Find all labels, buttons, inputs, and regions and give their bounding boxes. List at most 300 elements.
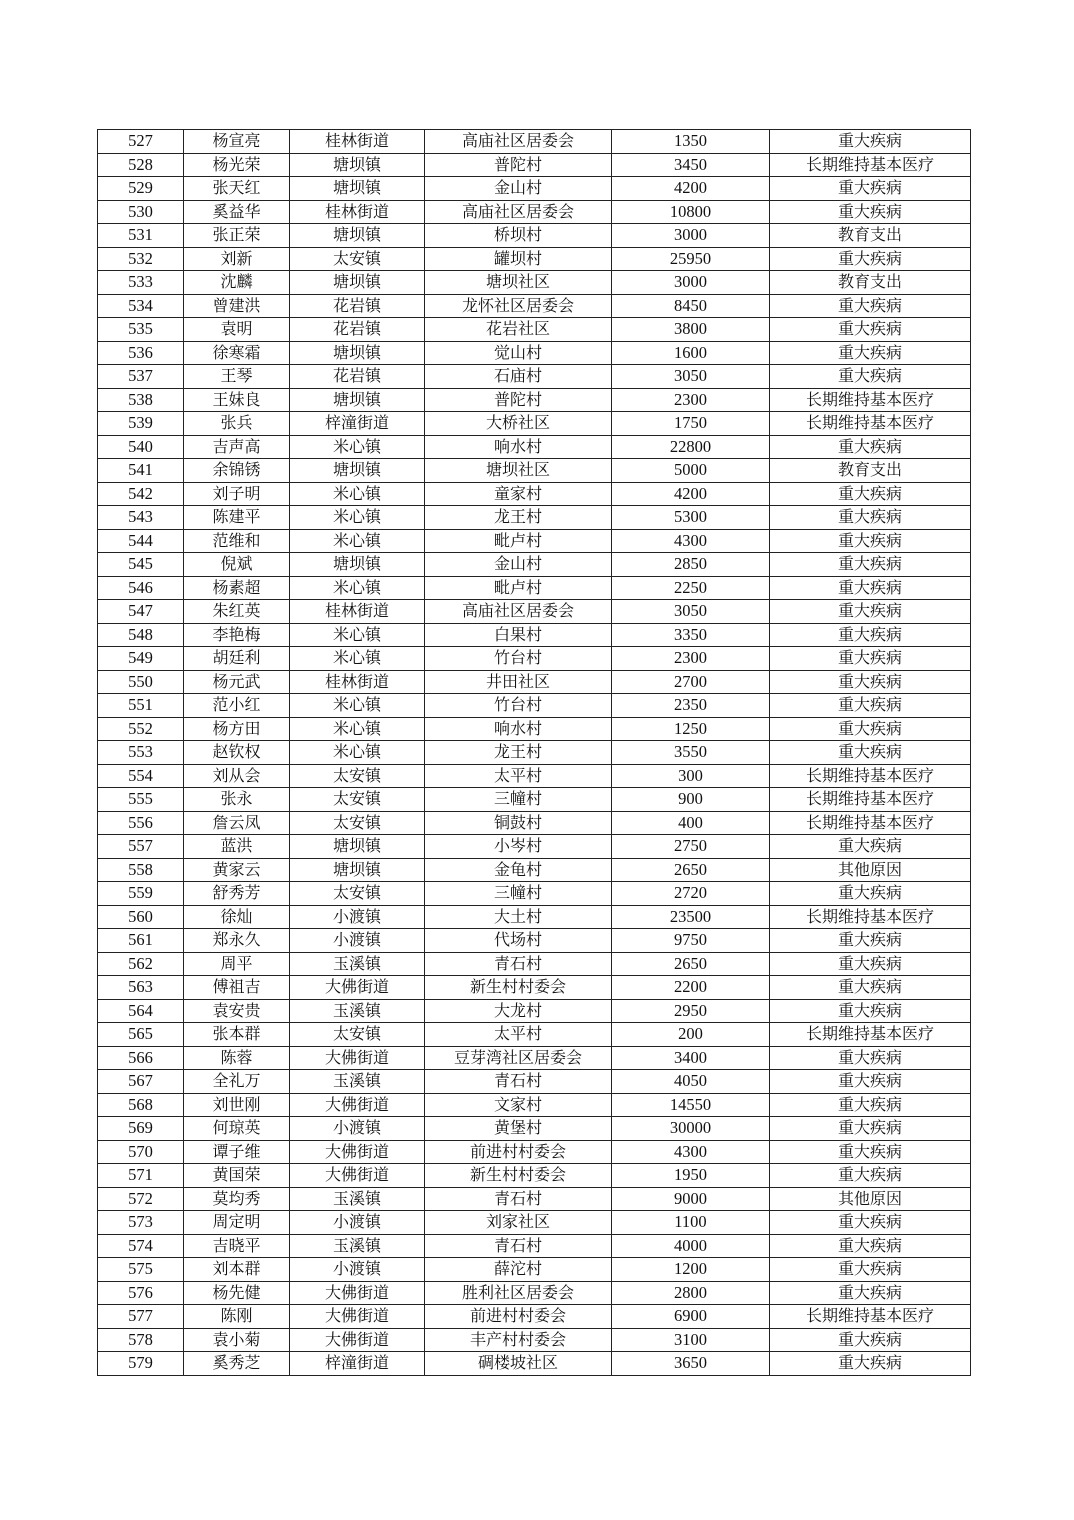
reason-cell: 重大疾病 [770,294,971,318]
row-number-cell: 577 [98,1305,184,1329]
village-cell: 白果村 [425,623,612,647]
township-cell: 太安镇 [290,788,425,812]
table-row [98,576,971,600]
reason-cell: 重大疾病 [770,1328,971,1352]
name-cell: 奚益华 [184,200,290,224]
amount-cell: 4050 [612,1070,770,1094]
village-cell: 前进村村委会 [425,1140,612,1164]
table-row [98,835,971,859]
table-row [98,1070,971,1094]
township-cell: 大佛街道 [290,1140,425,1164]
township-cell: 玉溪镇 [290,952,425,976]
township-cell: 玉溪镇 [290,1187,425,1211]
reason-cell: 重大疾病 [770,999,971,1023]
table-row [98,506,971,530]
name-cell: 黄国荣 [184,1164,290,1188]
village-cell: 竹台村 [425,647,612,671]
amount-cell: 4200 [612,482,770,506]
table-row [98,1164,971,1188]
village-cell: 大龙村 [425,999,612,1023]
name-cell: 赵钦权 [184,741,290,765]
name-cell: 杨素超 [184,576,290,600]
table-row [98,999,971,1023]
reason-cell: 重大疾病 [770,835,971,859]
amount-cell: 200 [612,1023,770,1047]
amount-cell: 25950 [612,247,770,271]
amount-cell: 14550 [612,1093,770,1117]
reason-cell: 长期维持基本医疗 [770,788,971,812]
row-number-cell: 527 [98,130,184,154]
township-cell: 大佛街道 [290,1046,425,1070]
amount-cell: 300 [612,764,770,788]
row-number-cell: 558 [98,858,184,882]
row-number-cell: 548 [98,623,184,647]
village-cell: 新生村村委会 [425,976,612,1000]
reason-cell: 其他原因 [770,1187,971,1211]
row-number-cell: 539 [98,412,184,436]
row-number-cell: 529 [98,177,184,201]
village-cell: 青石村 [425,1187,612,1211]
name-cell: 刘新 [184,247,290,271]
village-cell: 童家村 [425,482,612,506]
name-cell: 沈麟 [184,271,290,295]
reason-cell: 重大疾病 [770,200,971,224]
township-cell: 塘坝镇 [290,271,425,295]
township-cell: 大佛街道 [290,1305,425,1329]
name-cell: 杨方田 [184,717,290,741]
table-row [98,529,971,553]
amount-cell: 3450 [612,153,770,177]
table-row [98,1258,971,1282]
name-cell: 刘世刚 [184,1093,290,1117]
amount-cell: 3650 [612,1352,770,1376]
village-cell: 龙王村 [425,741,612,765]
reason-cell: 重大疾病 [770,318,971,342]
table-row [98,929,971,953]
name-cell: 周平 [184,952,290,976]
village-cell: 青石村 [425,1070,612,1094]
township-cell: 塘坝镇 [290,835,425,859]
township-cell: 小渡镇 [290,1211,425,1235]
table-row [98,647,971,671]
table-row [98,341,971,365]
row-number-cell: 530 [98,200,184,224]
row-number-cell: 566 [98,1046,184,1070]
township-cell: 花岩镇 [290,365,425,389]
township-cell: 米心镇 [290,506,425,530]
village-cell: 响水村 [425,435,612,459]
name-cell: 陈刚 [184,1305,290,1329]
name-cell: 刘子明 [184,482,290,506]
table-row [98,858,971,882]
table-row [98,271,971,295]
table-row [98,1093,971,1117]
row-number-cell: 534 [98,294,184,318]
table-row [98,412,971,436]
village-cell: 毗卢村 [425,529,612,553]
township-cell: 塘坝镇 [290,553,425,577]
reason-cell: 长期维持基本医疗 [770,905,971,929]
name-cell: 张正荣 [184,224,290,248]
village-cell: 前进村村委会 [425,1305,612,1329]
row-number-cell: 543 [98,506,184,530]
reason-cell: 重大疾病 [770,506,971,530]
data-table-container [97,129,970,1376]
amount-cell: 1250 [612,717,770,741]
table-row [98,1352,971,1376]
village-cell: 金山村 [425,177,612,201]
township-cell: 大佛街道 [290,1093,425,1117]
name-cell: 范维和 [184,529,290,553]
township-cell: 玉溪镇 [290,1070,425,1094]
reason-cell: 重大疾病 [770,976,971,1000]
table-row [98,365,971,389]
name-cell: 杨先健 [184,1281,290,1305]
village-cell: 铜鼓村 [425,811,612,835]
amount-cell: 2800 [612,1281,770,1305]
amount-cell: 2720 [612,882,770,906]
name-cell: 袁安贵 [184,999,290,1023]
village-cell: 竹台村 [425,694,612,718]
township-cell: 米心镇 [290,435,425,459]
village-cell: 三幢村 [425,882,612,906]
village-cell: 三幢村 [425,788,612,812]
name-cell: 杨光荣 [184,153,290,177]
village-cell: 大土村 [425,905,612,929]
village-cell: 豆芽湾社区居委会 [425,1046,612,1070]
name-cell: 胡廷利 [184,647,290,671]
table-row [98,976,971,1000]
reason-cell: 重大疾病 [770,1164,971,1188]
row-number-cell: 535 [98,318,184,342]
table-row [98,482,971,506]
row-number-cell: 528 [98,153,184,177]
table-row [98,905,971,929]
township-cell: 梓潼街道 [290,1352,425,1376]
amount-cell: 4300 [612,529,770,553]
village-cell: 代场村 [425,929,612,953]
amount-cell: 1600 [612,341,770,365]
reason-cell: 重大疾病 [770,341,971,365]
reason-cell: 重大疾病 [770,529,971,553]
township-cell: 小渡镇 [290,905,425,929]
village-cell: 胜利社区居委会 [425,1281,612,1305]
row-number-cell: 569 [98,1117,184,1141]
township-cell: 小渡镇 [290,1117,425,1141]
reason-cell: 重大疾病 [770,670,971,694]
township-cell: 米心镇 [290,647,425,671]
name-cell: 陈蓉 [184,1046,290,1070]
amount-cell: 9000 [612,1187,770,1211]
village-cell: 丰产村村委会 [425,1328,612,1352]
amount-cell: 1100 [612,1211,770,1235]
row-number-cell: 571 [98,1164,184,1188]
village-cell: 新生村村委会 [425,1164,612,1188]
village-cell: 金山村 [425,553,612,577]
table-row [98,600,971,624]
township-cell: 米心镇 [290,694,425,718]
row-number-cell: 555 [98,788,184,812]
township-cell: 米心镇 [290,529,425,553]
table-row [98,764,971,788]
table-row [98,882,971,906]
row-number-cell: 574 [98,1234,184,1258]
reason-cell: 重大疾病 [770,1234,971,1258]
township-cell: 太安镇 [290,1023,425,1047]
village-cell: 井田社区 [425,670,612,694]
amount-cell: 2650 [612,952,770,976]
reason-cell: 教育支出 [770,459,971,483]
village-cell: 石庙村 [425,365,612,389]
village-cell: 高庙社区居委会 [425,600,612,624]
township-cell: 大佛街道 [290,976,425,1000]
reason-cell: 重大疾病 [770,1258,971,1282]
reason-cell: 长期维持基本医疗 [770,388,971,412]
table-row [98,1117,971,1141]
amount-cell: 2200 [612,976,770,1000]
table-row [98,1328,971,1352]
amount-cell: 3050 [612,365,770,389]
village-cell: 塘坝社区 [425,271,612,295]
township-cell: 塘坝镇 [290,177,425,201]
township-cell: 太安镇 [290,764,425,788]
table-row [98,741,971,765]
reason-cell: 长期维持基本医疗 [770,1023,971,1047]
reason-cell: 重大疾病 [770,741,971,765]
amount-cell: 3350 [612,623,770,647]
row-number-cell: 540 [98,435,184,459]
amount-cell: 10800 [612,200,770,224]
township-cell: 塘坝镇 [290,341,425,365]
reason-cell: 重大疾病 [770,882,971,906]
name-cell: 李艳梅 [184,623,290,647]
village-cell: 青石村 [425,952,612,976]
table-row [98,1046,971,1070]
name-cell: 王琴 [184,365,290,389]
village-cell: 碉楼坡社区 [425,1352,612,1376]
reason-cell: 重大疾病 [770,929,971,953]
township-cell: 塘坝镇 [290,153,425,177]
table-row [98,1187,971,1211]
reason-cell: 重大疾病 [770,647,971,671]
table-row [98,717,971,741]
name-cell: 谭子维 [184,1140,290,1164]
reason-cell: 重大疾病 [770,952,971,976]
table-row [98,694,971,718]
village-cell: 太平村 [425,1023,612,1047]
township-cell: 塘坝镇 [290,388,425,412]
amount-cell: 3000 [612,271,770,295]
amount-cell: 3100 [612,1328,770,1352]
row-number-cell: 560 [98,905,184,929]
table-row [98,247,971,271]
row-number-cell: 549 [98,647,184,671]
amount-cell: 23500 [612,905,770,929]
table-row [98,224,971,248]
row-number-cell: 541 [98,459,184,483]
amount-cell: 2700 [612,670,770,694]
village-cell: 高庙社区居委会 [425,130,612,154]
village-cell: 黄堡村 [425,1117,612,1141]
amount-cell: 2350 [612,694,770,718]
village-cell: 觉山村 [425,341,612,365]
township-cell: 大佛街道 [290,1281,425,1305]
amount-cell: 900 [612,788,770,812]
village-cell: 大桥社区 [425,412,612,436]
row-number-cell: 550 [98,670,184,694]
row-number-cell: 563 [98,976,184,1000]
township-cell: 桂林街道 [290,670,425,694]
assistance-table [97,129,971,1376]
township-cell: 桂林街道 [290,130,425,154]
name-cell: 刘从会 [184,764,290,788]
table-row [98,294,971,318]
row-number-cell: 554 [98,764,184,788]
name-cell: 徐寒霜 [184,341,290,365]
reason-cell: 重大疾病 [770,435,971,459]
amount-cell: 22800 [612,435,770,459]
row-number-cell: 557 [98,835,184,859]
amount-cell: 1950 [612,1164,770,1188]
row-number-cell: 559 [98,882,184,906]
name-cell: 袁小菊 [184,1328,290,1352]
name-cell: 何琼英 [184,1117,290,1141]
table-row [98,435,971,459]
amount-cell: 3800 [612,318,770,342]
amount-cell: 30000 [612,1117,770,1141]
village-cell: 罐坝村 [425,247,612,271]
reason-cell: 重大疾病 [770,1281,971,1305]
reason-cell: 重大疾病 [770,1117,971,1141]
table-row [98,553,971,577]
name-cell: 张永 [184,788,290,812]
table-row [98,153,971,177]
name-cell: 全礼万 [184,1070,290,1094]
name-cell: 张本群 [184,1023,290,1047]
township-cell: 玉溪镇 [290,1234,425,1258]
reason-cell: 重大疾病 [770,623,971,647]
name-cell: 朱红英 [184,600,290,624]
reason-cell: 重大疾病 [770,365,971,389]
village-cell: 普陀村 [425,153,612,177]
table-row [98,952,971,976]
reason-cell: 重大疾病 [770,576,971,600]
village-cell: 塘坝社区 [425,459,612,483]
row-number-cell: 546 [98,576,184,600]
reason-cell: 重大疾病 [770,717,971,741]
township-cell: 太安镇 [290,247,425,271]
table-row [98,1234,971,1258]
table-row [98,177,971,201]
village-cell: 高庙社区居委会 [425,200,612,224]
row-number-cell: 538 [98,388,184,412]
amount-cell: 2650 [612,858,770,882]
amount-cell: 4300 [612,1140,770,1164]
row-number-cell: 553 [98,741,184,765]
row-number-cell: 537 [98,365,184,389]
row-number-cell: 565 [98,1023,184,1047]
reason-cell: 重大疾病 [770,600,971,624]
reason-cell: 重大疾病 [770,1070,971,1094]
amount-cell: 1200 [612,1258,770,1282]
amount-cell: 1350 [612,130,770,154]
village-cell: 毗卢村 [425,576,612,600]
amount-cell: 5000 [612,459,770,483]
row-number-cell: 531 [98,224,184,248]
row-number-cell: 556 [98,811,184,835]
amount-cell: 2950 [612,999,770,1023]
name-cell: 詹云凤 [184,811,290,835]
row-number-cell: 547 [98,600,184,624]
amount-cell: 2250 [612,576,770,600]
reason-cell: 重大疾病 [770,1093,971,1117]
reason-cell: 重大疾病 [770,1352,971,1376]
name-cell: 曾建洪 [184,294,290,318]
amount-cell: 1750 [612,412,770,436]
village-cell: 普陀村 [425,388,612,412]
township-cell: 花岩镇 [290,318,425,342]
reason-cell: 重大疾病 [770,247,971,271]
township-cell: 太安镇 [290,882,425,906]
township-cell: 米心镇 [290,576,425,600]
table-row [98,1140,971,1164]
table-row [98,130,971,154]
reason-cell: 长期维持基本医疗 [770,811,971,835]
amount-cell: 8450 [612,294,770,318]
township-cell: 米心镇 [290,482,425,506]
name-cell: 徐灿 [184,905,290,929]
row-number-cell: 551 [98,694,184,718]
table-row [98,200,971,224]
row-number-cell: 579 [98,1352,184,1376]
amount-cell: 2300 [612,388,770,412]
village-cell: 青石村 [425,1234,612,1258]
table-row [98,788,971,812]
name-cell: 陈建平 [184,506,290,530]
reason-cell: 重大疾病 [770,130,971,154]
row-number-cell: 542 [98,482,184,506]
amount-cell: 3000 [612,224,770,248]
reason-cell: 重大疾病 [770,553,971,577]
township-cell: 小渡镇 [290,929,425,953]
name-cell: 杨元武 [184,670,290,694]
row-number-cell: 568 [98,1093,184,1117]
row-number-cell: 536 [98,341,184,365]
amount-cell: 6900 [612,1305,770,1329]
reason-cell: 重大疾病 [770,1046,971,1070]
table-row [98,1211,971,1235]
name-cell: 杨宣亮 [184,130,290,154]
table-row [98,1305,971,1329]
name-cell: 范小红 [184,694,290,718]
amount-cell: 2300 [612,647,770,671]
amount-cell: 5300 [612,506,770,530]
name-cell: 王妹良 [184,388,290,412]
row-number-cell: 533 [98,271,184,295]
name-cell: 奚秀芝 [184,1352,290,1376]
village-cell: 文家村 [425,1093,612,1117]
township-cell: 桂林街道 [290,200,425,224]
name-cell: 黄家云 [184,858,290,882]
table-body [98,130,971,1376]
township-cell: 小渡镇 [290,1258,425,1282]
reason-cell: 长期维持基本医疗 [770,412,971,436]
reason-cell: 重大疾病 [770,694,971,718]
township-cell: 大佛街道 [290,1164,425,1188]
village-cell: 桥坝村 [425,224,612,248]
row-number-cell: 545 [98,553,184,577]
row-number-cell: 573 [98,1211,184,1235]
